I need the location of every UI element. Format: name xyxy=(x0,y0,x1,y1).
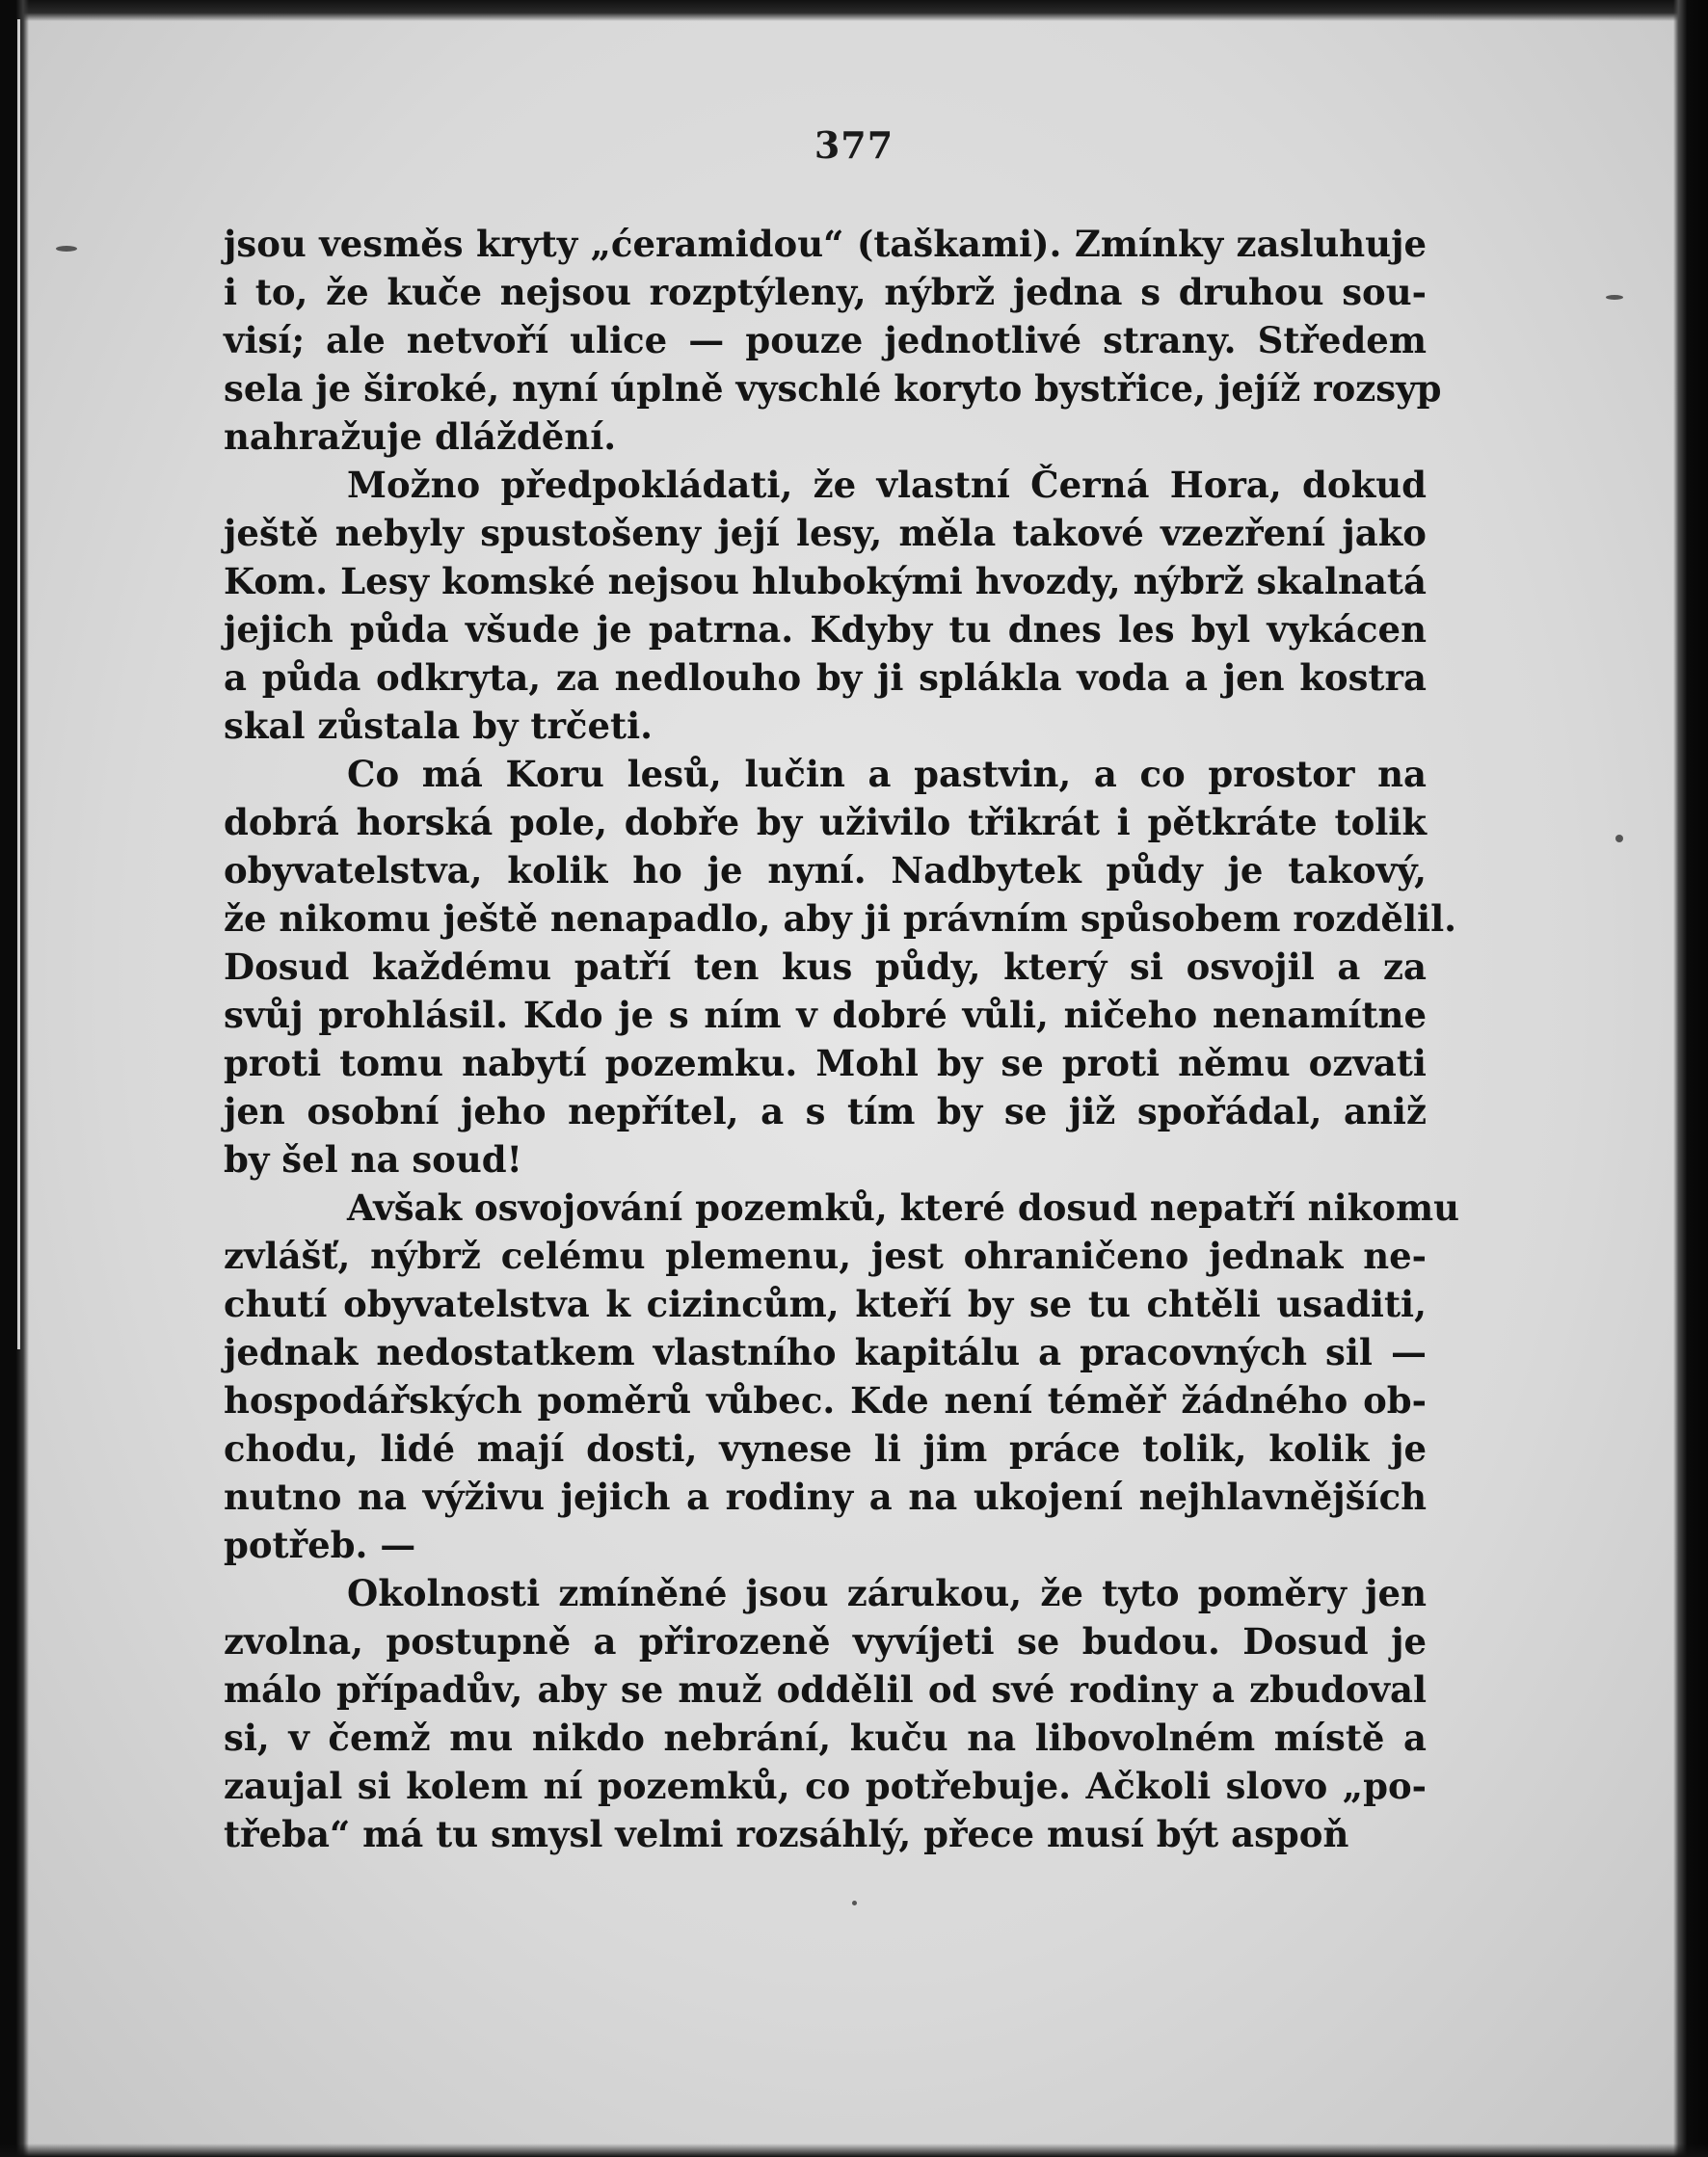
scan-speck xyxy=(56,246,77,252)
text-line: by šel na soud! xyxy=(224,1138,522,1181)
scan-speck xyxy=(852,1901,857,1905)
text-line: potřeb. — xyxy=(224,1524,416,1566)
text-line: jsou vesměs kryty „ćeramidou“ (taškami). Zmínky zasluhuje xyxy=(224,223,1427,265)
text-line: že nikomu ještě nenapadlo, aby ji právním spůsobem rozdělil. xyxy=(224,897,1457,940)
scan-border-left xyxy=(0,0,29,2157)
text-line: Co má Koru lesů, lučin a pastvin, a co prostor na xyxy=(347,753,1427,795)
text-line: Dosud každému patří ten kus půdy, který si osvojil a za xyxy=(224,945,1427,988)
text-line: proti tomu nabytí pozemku. Mohl by se proti němu ozvati xyxy=(224,1042,1427,1084)
text-line: nahražuje dláždění. xyxy=(224,415,617,458)
text-line: jednak nedostatkem vlastního kapitálu a pracovných sil — xyxy=(224,1331,1427,1373)
paragraph xyxy=(224,461,1427,750)
scan-border-top xyxy=(0,0,1708,21)
paragraph xyxy=(224,1569,1427,1858)
text-line: chodu, lidé mají dosti, vynese li jim práce tolik, kolik je xyxy=(224,1427,1427,1470)
text-line: ještě nebyly spustošeny její lesy, měla takové vzezření jako xyxy=(224,512,1427,554)
text-line: málo případův, aby se muž oddělil od své rodiny a zbudoval xyxy=(224,1668,1427,1711)
body-text xyxy=(224,220,1459,1858)
text-line: Avšak osvojování pozemků, které dosud nepatří nikomu xyxy=(347,1186,1459,1229)
text-line: zvlášť, nýbrž celému plemenu, jest ohraničeno jednak ne- xyxy=(224,1235,1427,1277)
text-line: Okolnosti zmíněné jsou zárukou, že tyto poměry jen xyxy=(347,1572,1427,1614)
text-line: Kom. Lesy komské nejsou hlubokými hvozdy, nýbrž skalnatá xyxy=(224,560,1427,602)
page-number: 377 xyxy=(814,123,894,167)
text-line: obyvatelstva, kolik ho je nyní. Nadbytek půdy je takový, xyxy=(224,849,1427,892)
text-line: si, v čemž mu nikdo nebrání, kuču na libovolném místě a xyxy=(224,1717,1427,1759)
text-line: třeba“ má tu smysl velmi rozsáhlý, přece musí být aspoň xyxy=(224,1813,1349,1855)
scan-speck xyxy=(1615,835,1623,842)
text-line: svůj prohlásil. Kdo je s ním v dobré vůli, ničeho nenamítne xyxy=(224,994,1427,1036)
scan-speck xyxy=(1606,295,1623,300)
scan-border-bottom xyxy=(0,2144,1708,2157)
text-line: chutí obyvatelstva k cizincům, kteří by se tu chtěli usaditi, xyxy=(224,1283,1427,1325)
text-line: visí; ale netvoří ulice — pouze jednotlivé strany. Středem xyxy=(224,319,1427,361)
text-line: skal zůstala by trčeti. xyxy=(224,705,654,747)
text-line: jen osobní jeho nepřítel, a s tím by se již spořádal, aniž xyxy=(224,1090,1427,1132)
paragraph xyxy=(224,220,1442,461)
paragraph xyxy=(224,750,1457,1184)
scan-border-left-highlight xyxy=(17,19,20,1349)
text-line: i to, že kuče nejsou rozptýleny, nýbrž jedna s druhou sou- xyxy=(224,271,1427,313)
text-line: a půda odkryta, za nedlouho by ji spláklа voda a jen kostra xyxy=(224,656,1427,699)
text-line: Možno předpokládati, že vlastní Černá Hora, dokud xyxy=(347,464,1427,506)
scan-border-right xyxy=(1673,0,1708,2157)
text-line: hospodářských poměrů vůbec. Kde není téměř žádného ob- xyxy=(224,1379,1427,1422)
text-line: zvolna, postupně a přirozeně vyvíjeti se budou. Dosud je xyxy=(224,1620,1427,1663)
paragraph xyxy=(224,1184,1459,1569)
text-line: nutno na výživu jejich a rodiny a na ukojení nejhlavnějších xyxy=(224,1476,1427,1518)
text-line: zaujal si kolem ní pozemků, co potřebuje. Ačkoli slovo „po- xyxy=(224,1765,1427,1807)
text-line: jejich půda všude je patrna. Kdyby tu dnes les byl vykácen xyxy=(224,608,1427,651)
text-line: dobrá horská pole, dobře by uživilo třikrát i pětkráte tolik xyxy=(224,801,1427,843)
text-line: sela je široké, nyní úplně vyschlé koryto bystřice, jejíž rozsyp xyxy=(224,367,1442,410)
